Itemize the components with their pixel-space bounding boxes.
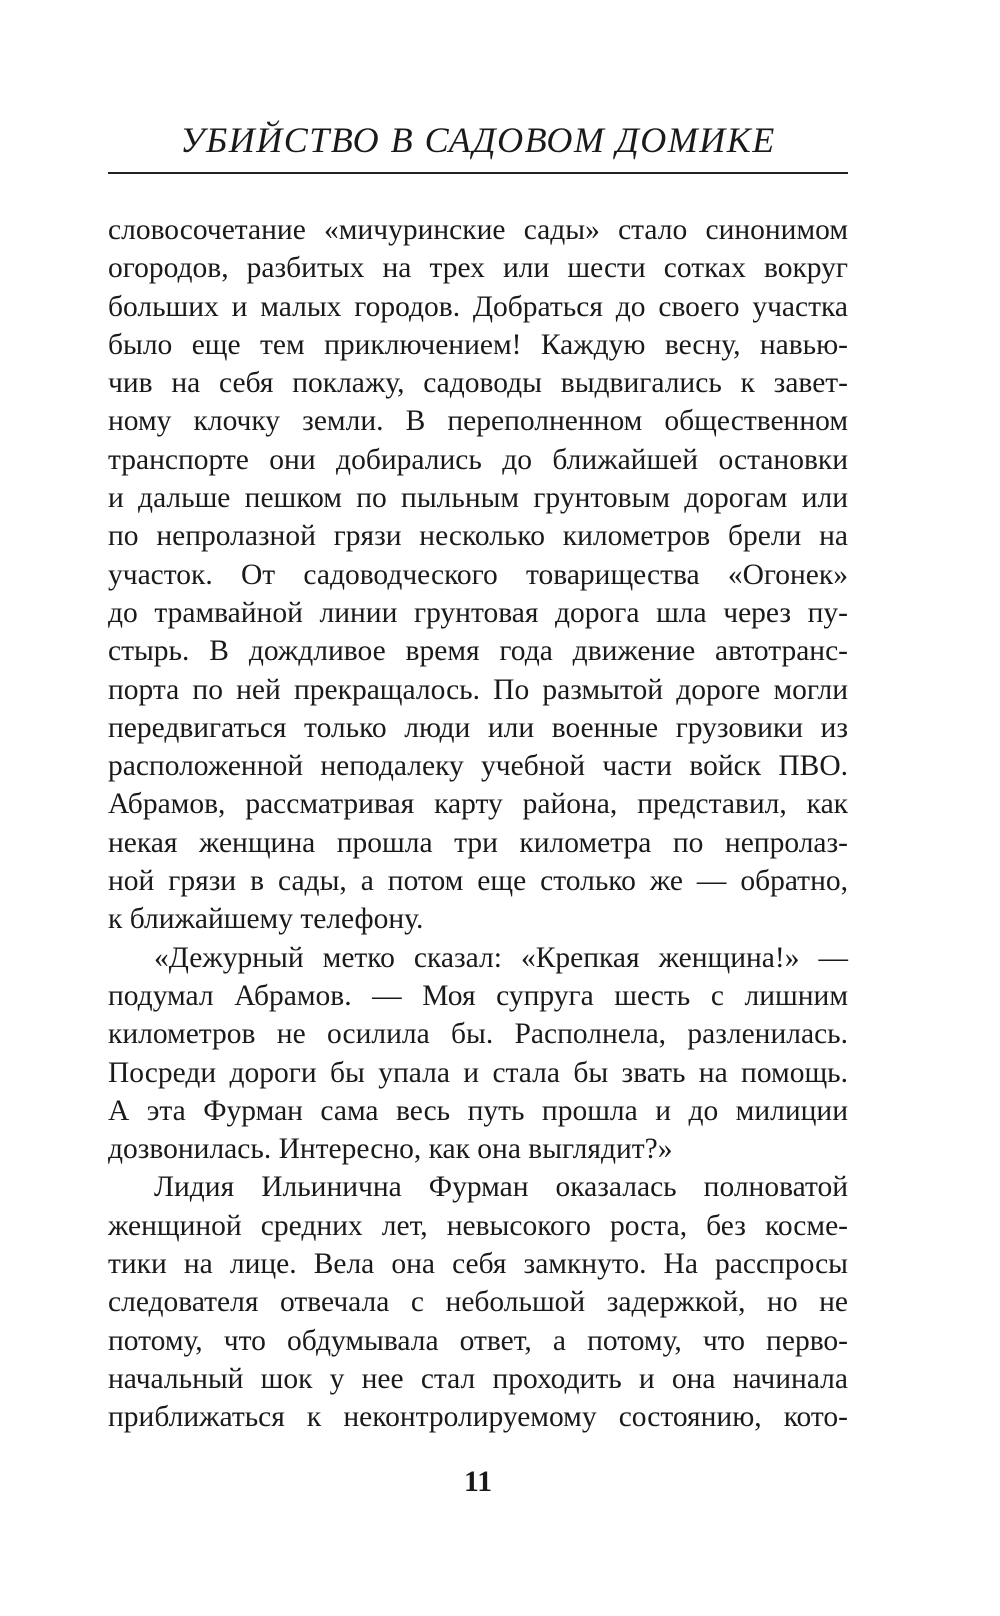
text-line: больших и малых городов. Добраться до своего участка	[108, 290, 848, 323]
text-line: и дальше пешком по пыльным грунтовым дорогам или	[108, 482, 848, 515]
header-rule	[108, 172, 848, 174]
text-line: было еще тем приключением! Каждую весну, навью-	[108, 328, 848, 361]
text-line: «Дежурный метко сказал: «Крепкая женщина!» —	[154, 941, 848, 974]
text-line: А эта Фурман сама весь путь прошла и до милиции	[108, 1094, 848, 1127]
text-line: транспорте они добирались до ближайшей остановки	[108, 443, 848, 476]
text-line: стырь. В дождливое время года движение автотранс-	[108, 635, 848, 668]
text-line: Посреди дороги бы упала и стала бы звать на помощь.	[108, 1056, 848, 1089]
text-line: до трамвайной линии грунтовая дорога шла через пу-	[108, 596, 848, 629]
text-line: по непролазной грязи несколько километров брели на	[108, 520, 848, 553]
text-line: ному клочку земли. В переполненном общественном	[108, 405, 848, 438]
text-line: Лидия Ильинична Фурман оказалась полноватой	[154, 1171, 848, 1204]
text-line: словосочетание «мичуринские сады» стало синонимом	[108, 214, 848, 246]
text-line: потому, что обдумывала ответ, а потому, что перво-	[108, 1324, 848, 1357]
page-number: 11	[463, 1465, 493, 1498]
running-title: УБИЙСТВО В САДОВОМ ДОМИКЕ	[180, 120, 776, 160]
text-line: подумал Абрамов. — Моя супруга шесть с лишним	[108, 979, 848, 1012]
text-line: женщиной средних лет, невысокого роста, без косме-	[108, 1209, 848, 1242]
text-line: дозвонилась. Интересно, как она выглядит?»	[108, 1133, 673, 1166]
text-line: тики на лице. Вела она себя замкнуто. На расспросы	[108, 1248, 848, 1281]
text-line: Абрамов, рассматривая карту района, представил, как	[108, 788, 848, 821]
text-line: начальный шок у нее стал проходить и она начинала	[108, 1362, 848, 1395]
text-line: следователя отвечала с небольшой задержкой, но не	[108, 1286, 848, 1319]
text-line: расположенной неподалеку учебной части войск ПВО.	[108, 750, 848, 783]
text-line: ной грязи в сады, а потом еще столько же — обратно,	[108, 865, 848, 898]
text-line: к ближайшему телефону.	[108, 903, 424, 936]
body-text	[108, 211, 848, 1437]
text-line: участок. От садоводческого товарищества «Огонек»	[108, 558, 848, 591]
text-line: огородов, разбитых на трех или шести сотках вокруг	[108, 252, 848, 285]
text-line: чив на себя поклажу, садоводы выдвигались к завет-	[108, 367, 848, 400]
text-line: передвигаться только люди или военные грузовики из	[108, 711, 848, 744]
text-line: приближаться к неконтролируемому состоянию, кото-	[108, 1401, 848, 1434]
text-line: некая женщина прошла три километра по непролаз-	[108, 826, 848, 859]
text-line: порта по ней прекращалось. По размытой дороге могли	[108, 673, 848, 706]
text-line: километров не осилила бы. Располнела, разленилась.	[108, 1018, 848, 1051]
